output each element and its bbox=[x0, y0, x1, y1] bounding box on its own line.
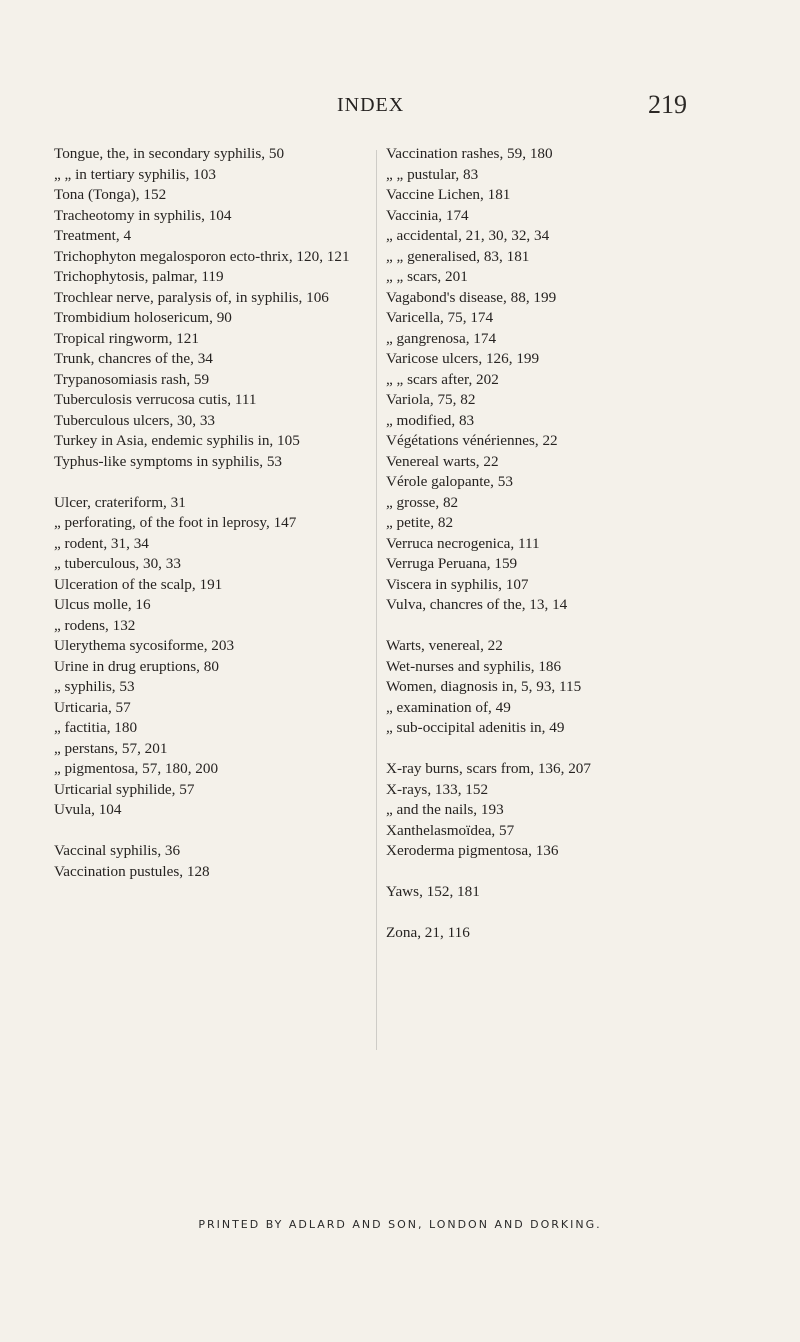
index-entry: Women, diagnosis in, 5, 93, 115 bbox=[386, 678, 582, 695]
index-entry: Viscera in syphilis, 107 bbox=[386, 575, 529, 593]
index-entry: Zona, 21, 116 bbox=[386, 924, 470, 941]
index-entry: Vérole galopante, 53 bbox=[386, 473, 513, 490]
index-entry: Verruca necrogenica, 111 bbox=[386, 534, 540, 552]
index-entry: Trochlear nerve, paralysis of, in syphilis, 106 bbox=[54, 288, 329, 306]
index-entry: Trichophytosis, palmar, 119 bbox=[54, 268, 224, 285]
index-entry: X-ray burns, scars from, 136, 207 bbox=[386, 760, 591, 777]
index-entry: „ modified, 83 bbox=[386, 411, 475, 429]
index-entry: Tuberculosis verrucosa cutis, 111 bbox=[54, 391, 257, 408]
index-entry: Vaccination pustules, 128 bbox=[54, 862, 210, 880]
index-entry: Végétations vénériennes, 22 bbox=[386, 432, 558, 449]
printer-imprint: PRINTED BY ADLARD AND SON, LONDON AND DORKING. bbox=[198, 1218, 602, 1231]
index-entry: Turkey in Asia, endemic syphilis in, 105 bbox=[54, 432, 300, 449]
section-gap bbox=[54, 472, 369, 493]
index-entry: Varicella, 75, 174 bbox=[386, 309, 494, 326]
index-entry: Typhus-like symptoms in syphilis, 53 bbox=[54, 452, 283, 470]
index-entry: Ulceration of the scalp, 191 bbox=[54, 575, 223, 593]
index-entry: „ gangrenosa, 174 bbox=[386, 329, 497, 347]
index-entry: „ grosse, 82 bbox=[386, 493, 459, 511]
index-entry: „ petite, 82 bbox=[386, 514, 454, 531]
index-entry: Xanthelasmoïdea, 57 bbox=[386, 821, 515, 839]
index-entry: Yaws, 152, 181 bbox=[386, 883, 480, 900]
index-entry: „ accidental, 21, 30, 32, 34 bbox=[386, 227, 550, 244]
index-entry: „ sub-occipital adenitis in, 49 bbox=[386, 719, 565, 736]
index-entry: „ rodens, 132 bbox=[54, 616, 136, 634]
index-entry: Vaccine Lichen, 181 bbox=[386, 186, 511, 203]
index-entry: Tongue, the, in secondary syphilis, 50 bbox=[54, 145, 285, 162]
index-entry: „ „ pustular, 83 bbox=[386, 165, 479, 183]
running-title: INDEX bbox=[337, 94, 405, 116]
index-entry: „ „ generalised, 83, 181 bbox=[386, 247, 530, 265]
page-number: 219 bbox=[648, 90, 687, 119]
section-gap bbox=[386, 739, 716, 760]
index-column-right bbox=[386, 144, 716, 944]
index-entry: „ perforating, of the foot in leprosy, 147 bbox=[54, 514, 297, 531]
index-entry: Warts, venereal, 22 bbox=[386, 637, 503, 654]
index-entry: Ulcer, crateriform, 31 bbox=[54, 493, 186, 511]
index-entry: „ and the nails, 193 bbox=[386, 801, 504, 818]
section-gap bbox=[386, 903, 716, 924]
index-entry: Trypanosomiasis rash, 59 bbox=[54, 370, 210, 388]
index-column-left bbox=[54, 144, 369, 882]
column-divider bbox=[376, 150, 377, 1050]
index-entry: Xeroderma pigmentosa, 136 bbox=[386, 842, 559, 859]
index-entry: „ „ scars after, 202 bbox=[386, 370, 499, 388]
index-entry: Vagabond's disease, 88, 199 bbox=[386, 288, 557, 306]
index-entry: Urticaria, 57 bbox=[54, 698, 131, 716]
index-entry: „ syphilis, 53 bbox=[54, 678, 135, 695]
index-entry: Trunk, chancres of the, 34 bbox=[54, 350, 213, 367]
index-entry: Urine in drug eruptions, 80 bbox=[54, 657, 219, 675]
page-header bbox=[0, 90, 800, 130]
index-entry: Ulerythema sycosiforme, 203 bbox=[54, 637, 235, 654]
index-entry: Vaccinia, 174 bbox=[386, 206, 469, 224]
index-entry: „ „ in tertiary syphilis, 103 bbox=[54, 165, 216, 183]
index-entry: Variola, 75, 82 bbox=[386, 391, 476, 408]
index-entry: Tuberculous ulcers, 30, 33 bbox=[54, 411, 216, 429]
index-entry: „ factitia, 180 bbox=[54, 719, 138, 736]
index-entry: „ perstans, 57, 201 bbox=[54, 739, 168, 757]
index-entry: „ „ scars, 201 bbox=[386, 268, 468, 285]
section-gap bbox=[386, 616, 716, 637]
index-entry: Wet-nurses and syphilis, 186 bbox=[386, 657, 562, 675]
index-entry: „ rodent, 31, 34 bbox=[54, 534, 149, 552]
index-entry: Trichophyton megalosporon ecto-thrix, 120, 121 bbox=[54, 247, 350, 265]
index-entry: Urticarial syphilide, 57 bbox=[54, 780, 195, 798]
index-entry: X-rays, 133, 152 bbox=[386, 780, 489, 798]
index-entry: Vaccination rashes, 59, 180 bbox=[386, 145, 553, 162]
index-entry: „ pigmentosa, 57, 180, 200 bbox=[54, 760, 219, 777]
index-entry: Venereal warts, 22 bbox=[386, 452, 499, 470]
index-entry: Tropical ringworm, 121 bbox=[54, 329, 199, 347]
index-entry: Uvula, 104 bbox=[54, 801, 122, 818]
index-entry: Verruga Peruana, 159 bbox=[386, 555, 518, 572]
index-entry: Vulva, chancres of the, 13, 14 bbox=[386, 596, 568, 613]
index-entry: Treatment, 4 bbox=[54, 227, 132, 244]
index-entry: „ tuberculous, 30, 33 bbox=[54, 555, 181, 572]
index-entry: Tona (Tonga), 152 bbox=[54, 186, 167, 203]
index-entry: Tracheotomy in syphilis, 104 bbox=[54, 206, 232, 224]
section-gap bbox=[54, 821, 369, 842]
index-entry: Trombidium holosericum, 90 bbox=[54, 309, 232, 326]
section-gap bbox=[386, 862, 716, 883]
index-entry: Ulcus molle, 16 bbox=[54, 596, 151, 613]
index-entry: „ examination of, 49 bbox=[386, 698, 511, 716]
index-entry: Varicose ulcers, 126, 199 bbox=[386, 350, 540, 367]
index-entry: Vaccinal syphilis, 36 bbox=[54, 842, 181, 859]
